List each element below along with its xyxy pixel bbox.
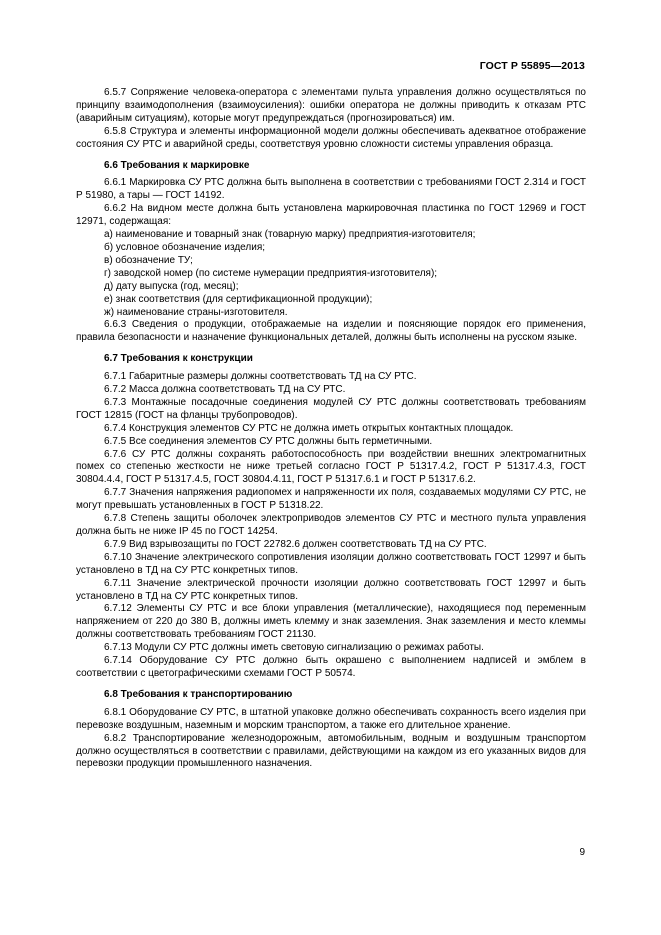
paragraph-6-7-10: 6.7.10 Значение электрического сопротивления изоляции должно соответствовать ГОСТ 12997 и быть установлено в ТД на СУ РТС конкретных типов.	[76, 551, 586, 576]
paragraph-6-6-2: 6.6.2 На видном месте должна быть установлена маркировочная пластинка по ГОСТ 12969 и ГОСТ 12971, содержащая:	[76, 203, 586, 228]
paragraph-6-7-5: 6.7.5 Все соединения элементов СУ РТС должны быть герметичными.	[104, 435, 433, 447]
paragraph-6-7-2: 6.7.2 Масса должна соответствовать ТД на СУ РТС.	[104, 384, 346, 396]
paragraph-6-7-11: 6.7.11 Значение электрической прочности изоляции должно соответствовать ГОСТ 12997 и быть установлено в ТД на СУ РТС конкретных типов.	[76, 577, 586, 602]
page-number: 9	[579, 847, 585, 858]
paragraph-6-7-13: 6.7.13 Модули СУ РТС должны иметь световую сигнализацию о режимах работы.	[104, 642, 484, 654]
document-body	[76, 87, 586, 771]
paragraph-6-7-6: 6.7.6 СУ РТС должны сохранять работоспособность при воздействии внешних электромагнитных помех со степенью жесткости не ниже третьей согласно ГОСТ Р 51317.4.2, ГОСТ Р 51317.4.3, ГОСТ 30804.4.4, ГОСТ Р 51317.4.5, ГОСТ 30804.4.11, ГОСТ Р 51317.6.1 и ГОСТ Р 51317.6.2.	[76, 448, 586, 486]
list-item: е) знак соответствия (для сертификационной продукции);	[104, 293, 373, 305]
list-item: г) заводской номер (по системе нумерации предприятия-изготовителя);	[104, 267, 438, 279]
paragraph-6-5-7: 6.5.7 Сопряжение человека-оператора с элементами пульта управления должно осуществляться по принципу взаимодополнения (взаимоусиления): ошибки оператора не должны приводить к отказам РТС (аварийным ситуациям), которые могут предупреждаться (прогнозироваться) им.	[76, 87, 586, 124]
list-item: б) условное обозначение изделия;	[104, 241, 266, 253]
paragraph-6-5-8: 6.5.8 Структура и элементы информационной модели должны обеспечивать адекватное отображение состояния СУ РТС и аварийной среды, соответствуя уровню сложности системы управления образца.	[76, 125, 586, 150]
list-item: ж) наименование страны-изготовителя.	[104, 306, 288, 318]
paragraph-6-8-2: 6.8.2 Транспортирование железнодорожным, автомобильным, водным и воздушным транспортом должно осуществляться в соответствии с правилами, действующими на каждом из его указанных видов для перевозки продукции промышленного назначения.	[76, 732, 586, 770]
paragraph-6-7-1: 6.7.1 Габаритные размеры должны соответствовать ТД на СУ РТС.	[104, 371, 417, 383]
list-item: в) обозначение ТУ;	[104, 254, 193, 266]
section-heading-6-8: 6.8 Требования к транспортированию	[104, 688, 293, 700]
standard-header: ГОСТ Р 55895—2013	[479, 60, 585, 72]
list-item: а) наименование и товарный знак (товарную марку) предприятия-изготовителя;	[104, 229, 476, 241]
paragraph-6-7-12: 6.7.12 Элементы СУ РТС и все блоки управления (металлические), находящиеся под переменным напряжением от 220 до 380 В, должны иметь клемму и знак заземления. Знак заземления и место клеммы должны соответствовать требованиям ГОСТ 21130.	[76, 603, 586, 641]
paragraph-6-7-8: 6.7.8 Степень защиты оболочек электроприводов элементов СУ РТС и местного пульта управления должна быть не ниже IP 45 по ГОСТ 14254.	[76, 513, 586, 537]
paragraph-6-7-9: 6.7.9 Вид взрывозащиты по ГОСТ 22782.6 должен соответствовать ТД на СУ РТС.	[104, 538, 487, 550]
section-heading-6-6: 6.6 Требования к маркировке	[104, 159, 250, 171]
paragraph-6-7-4: 6.7.4 Конструкция элементов СУ РТС не должна иметь открытых контактных площадок.	[104, 422, 514, 434]
list-item: д) дату выпуска (год, месяц);	[104, 280, 239, 292]
paragraph-6-7-14: 6.7.14 Оборудование СУ РТС должно быть окрашено с выполнением надписей и эмблем в соответствии с цветографическими схемами ГОСТ Р 50574.	[76, 655, 586, 679]
paragraph-6-6-3: 6.6.3 Сведения о продукции, отображаемые на изделии и поясняющие порядок его применения, правила безопасности и назначение функциональных деталей, должны быть исполнены на русском языке.	[76, 319, 586, 344]
paragraph-6-6-1: 6.6.1 Маркировка СУ РТС должна быть выполнена в соответствии с требованиями ГОСТ 2.314 и ГОСТ Р 51980, а тары — ГОСТ 14192.	[76, 177, 586, 202]
section-heading-6-7: 6.7 Требования к конструкции	[104, 353, 253, 365]
paragraph-6-8-1: 6.8.1 Оборудование СУ РТС, в штатной упаковке должно обеспечивать сохранность всего изделия при перевозке воздушным, наземным и морским транспортом, а также его длительное хранение.	[76, 706, 586, 731]
paragraph-6-7-7: 6.7.7 Значения напряжения радиопомех и напряженности их поля, создаваемых модулями СУ РТС, не могут превышать установленных в ГОСТ Р 51318.22.	[76, 487, 586, 512]
paragraph-6-7-3: 6.7.3 Монтажные посадочные соединения модулей СУ РТС должны соответствовать требованиям ГОСТ 12815 (ГОСТ на фланцы трубопроводов).	[76, 396, 586, 421]
